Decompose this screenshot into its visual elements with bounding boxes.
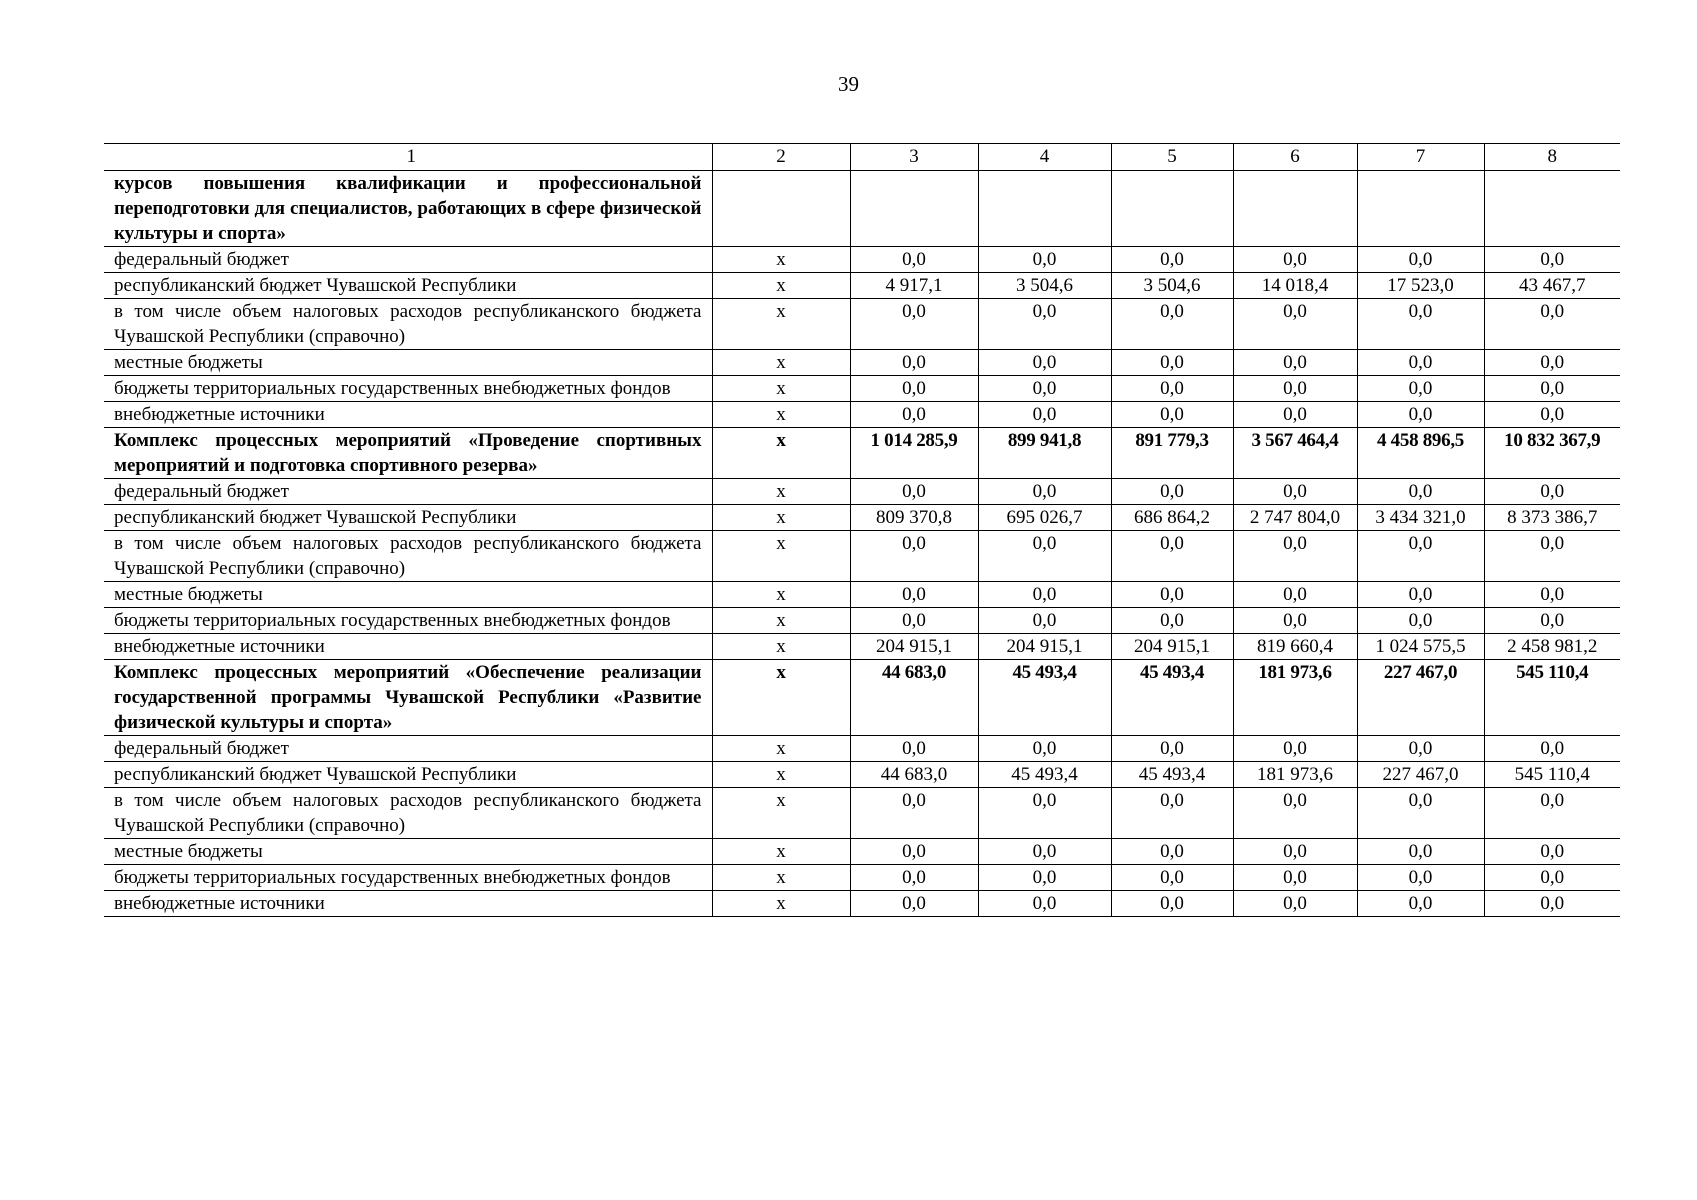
value-cell: 0,0 bbox=[1357, 736, 1484, 762]
row-label: бюджеты территориальных государственных внебюджетных фондов bbox=[104, 865, 712, 891]
value-cell: 0,0 bbox=[1357, 376, 1484, 402]
value-cell: 181 973,6 bbox=[1233, 660, 1357, 736]
value-cell: 0,0 bbox=[1484, 891, 1620, 917]
value-cell: 0,0 bbox=[850, 299, 978, 350]
table-row bbox=[104, 762, 1620, 788]
column-header: 8 bbox=[1484, 144, 1620, 171]
table-row bbox=[104, 273, 1620, 299]
table-row bbox=[104, 376, 1620, 402]
value-cell: 0,0 bbox=[1484, 865, 1620, 891]
value-cell: 0,0 bbox=[1484, 350, 1620, 376]
row-code-cell: х bbox=[712, 839, 850, 865]
value-cell: 14 018,4 bbox=[1233, 273, 1357, 299]
value-cell: 0,0 bbox=[1484, 608, 1620, 634]
row-code-cell: х bbox=[712, 402, 850, 428]
value-cell: 0,0 bbox=[1484, 531, 1620, 582]
value-cell: 1 014 285,9 bbox=[850, 428, 978, 479]
value-cell: 0,0 bbox=[1111, 479, 1233, 505]
value-cell: 2 747 804,0 bbox=[1233, 505, 1357, 531]
value-cell: 0,0 bbox=[1111, 376, 1233, 402]
value-cell: 4 458 896,5 bbox=[1357, 428, 1484, 479]
value-cell: 0,0 bbox=[1357, 299, 1484, 350]
value-cell: 0,0 bbox=[1357, 402, 1484, 428]
value-cell: 0,0 bbox=[1233, 299, 1357, 350]
value-cell: 0,0 bbox=[1233, 608, 1357, 634]
value-cell: 0,0 bbox=[978, 350, 1111, 376]
table-row bbox=[104, 891, 1620, 917]
column-header: 2 bbox=[712, 144, 850, 171]
value-cell: 0,0 bbox=[1484, 839, 1620, 865]
value-cell: 0,0 bbox=[1111, 531, 1233, 582]
row-label: местные бюджеты bbox=[104, 582, 712, 608]
value-cell: 0,0 bbox=[978, 839, 1111, 865]
table-row bbox=[104, 531, 1620, 582]
row-label: республиканский бюджет Чувашской Республики bbox=[104, 762, 712, 788]
value-cell: 0,0 bbox=[1357, 865, 1484, 891]
table-row bbox=[104, 788, 1620, 839]
value-cell: 204 915,1 bbox=[850, 634, 978, 660]
value-cell: 0,0 bbox=[978, 608, 1111, 634]
row-code-cell: х bbox=[712, 531, 850, 582]
column-header: 7 bbox=[1357, 144, 1484, 171]
value-cell: 0,0 bbox=[1484, 299, 1620, 350]
value-cell: 695 026,7 bbox=[978, 505, 1111, 531]
value-cell: 204 915,1 bbox=[978, 634, 1111, 660]
row-code-cell: х bbox=[712, 634, 850, 660]
column-header: 5 bbox=[1111, 144, 1233, 171]
row-code-cell: х bbox=[712, 428, 850, 479]
value-cell: 0,0 bbox=[978, 865, 1111, 891]
row-label: бюджеты территориальных государственных внебюджетных фондов bbox=[104, 608, 712, 634]
value-cell: 0,0 bbox=[1484, 582, 1620, 608]
value-cell: 0,0 bbox=[1233, 376, 1357, 402]
value-cell bbox=[978, 171, 1111, 247]
budget-table bbox=[104, 143, 1620, 917]
value-cell bbox=[1233, 171, 1357, 247]
value-cell: 0,0 bbox=[850, 788, 978, 839]
value-cell: 10 832 367,9 bbox=[1484, 428, 1620, 479]
value-cell: 0,0 bbox=[1233, 788, 1357, 839]
value-cell: 819 660,4 bbox=[1233, 634, 1357, 660]
row-label: в том числе объем налоговых расходов республиканского бюджета Чувашской Республики (справочно) bbox=[104, 788, 712, 839]
value-cell: 0,0 bbox=[1233, 891, 1357, 917]
value-cell: 0,0 bbox=[1357, 350, 1484, 376]
value-cell: 0,0 bbox=[850, 350, 978, 376]
value-cell: 0,0 bbox=[1111, 247, 1233, 273]
row-label: Комплекс процессных мероприятий «Обеспечение реализации государственной программы Чувашской Республики «Развитие физической культуры и спорта» bbox=[104, 660, 712, 736]
row-label: Комплекс процессных мероприятий «Проведение спортивных мероприятий и подготовка спортивного резерва» bbox=[104, 428, 712, 479]
value-cell: 0,0 bbox=[1233, 350, 1357, 376]
value-cell: 0,0 bbox=[1111, 736, 1233, 762]
value-cell: 3 434 321,0 bbox=[1357, 505, 1484, 531]
value-cell: 0,0 bbox=[1357, 247, 1484, 273]
table-row bbox=[104, 247, 1620, 273]
row-code-cell: х bbox=[712, 247, 850, 273]
value-cell: 899 941,8 bbox=[978, 428, 1111, 479]
value-cell: 545 110,4 bbox=[1484, 660, 1620, 736]
row-code-cell: х bbox=[712, 608, 850, 634]
value-cell: 0,0 bbox=[850, 736, 978, 762]
row-label: республиканский бюджет Чувашской Республики bbox=[104, 505, 712, 531]
column-header: 6 bbox=[1233, 144, 1357, 171]
value-cell: 0,0 bbox=[1233, 402, 1357, 428]
row-code-cell: х bbox=[712, 582, 850, 608]
row-code-cell: х bbox=[712, 376, 850, 402]
column-header: 3 bbox=[850, 144, 978, 171]
row-code-cell: х bbox=[712, 736, 850, 762]
column-number-row bbox=[104, 144, 1620, 171]
value-cell: 0,0 bbox=[978, 788, 1111, 839]
column-header: 4 bbox=[978, 144, 1111, 171]
table-row bbox=[104, 299, 1620, 350]
table-row bbox=[104, 839, 1620, 865]
value-cell: 44 683,0 bbox=[850, 762, 978, 788]
row-label: внебюджетные источники bbox=[104, 891, 712, 917]
section-row bbox=[104, 428, 1620, 479]
value-cell: 3 567 464,4 bbox=[1233, 428, 1357, 479]
value-cell: 0,0 bbox=[850, 247, 978, 273]
table-row bbox=[104, 582, 1620, 608]
value-cell: 0,0 bbox=[1484, 402, 1620, 428]
value-cell: 0,0 bbox=[1357, 891, 1484, 917]
value-cell: 0,0 bbox=[850, 839, 978, 865]
value-cell: 0,0 bbox=[1233, 839, 1357, 865]
row-code-cell: х bbox=[712, 865, 850, 891]
value-cell: 0,0 bbox=[1111, 350, 1233, 376]
row-label: в том числе объем налоговых расходов республиканского бюджета Чувашской Республики (справочно) bbox=[104, 299, 712, 350]
value-cell: 0,0 bbox=[1111, 608, 1233, 634]
value-cell: 809 370,8 bbox=[850, 505, 978, 531]
value-cell: 4 917,1 bbox=[850, 273, 978, 299]
value-cell: 0,0 bbox=[850, 891, 978, 917]
value-cell: 0,0 bbox=[1357, 839, 1484, 865]
row-label: внебюджетные источники bbox=[104, 402, 712, 428]
value-cell: 227 467,0 bbox=[1357, 762, 1484, 788]
row-code-cell: х bbox=[712, 350, 850, 376]
value-cell: 0,0 bbox=[978, 479, 1111, 505]
row-code-cell bbox=[712, 171, 850, 247]
value-cell: 0,0 bbox=[1111, 299, 1233, 350]
row-label: федеральный бюджет bbox=[104, 479, 712, 505]
value-cell: 0,0 bbox=[1111, 582, 1233, 608]
value-cell: 45 493,4 bbox=[1111, 660, 1233, 736]
row-code-cell: х bbox=[712, 505, 850, 531]
value-cell: 0,0 bbox=[978, 736, 1111, 762]
column-header: 1 bbox=[104, 144, 712, 171]
value-cell: 0,0 bbox=[978, 299, 1111, 350]
value-cell bbox=[1357, 171, 1484, 247]
value-cell: 0,0 bbox=[850, 402, 978, 428]
row-code-cell: х bbox=[712, 891, 850, 917]
value-cell: 0,0 bbox=[1233, 247, 1357, 273]
table-body bbox=[104, 171, 1620, 917]
value-cell: 0,0 bbox=[1484, 736, 1620, 762]
value-cell: 3 504,6 bbox=[1111, 273, 1233, 299]
value-cell: 0,0 bbox=[1484, 247, 1620, 273]
table-row bbox=[104, 350, 1620, 376]
value-cell: 0,0 bbox=[978, 376, 1111, 402]
value-cell: 45 493,4 bbox=[1111, 762, 1233, 788]
value-cell: 0,0 bbox=[1357, 788, 1484, 839]
value-cell: 0,0 bbox=[1111, 891, 1233, 917]
value-cell: 0,0 bbox=[1111, 788, 1233, 839]
value-cell: 0,0 bbox=[1484, 376, 1620, 402]
value-cell: 0,0 bbox=[850, 865, 978, 891]
value-cell: 0,0 bbox=[850, 479, 978, 505]
table-row bbox=[104, 402, 1620, 428]
section-row bbox=[104, 660, 1620, 736]
value-cell: 0,0 bbox=[1111, 839, 1233, 865]
table-row bbox=[104, 608, 1620, 634]
table-row bbox=[104, 505, 1620, 531]
table-row bbox=[104, 736, 1620, 762]
value-cell: 8 373 386,7 bbox=[1484, 505, 1620, 531]
value-cell: 0,0 bbox=[978, 582, 1111, 608]
value-cell: 0,0 bbox=[1233, 736, 1357, 762]
value-cell: 17 523,0 bbox=[1357, 273, 1484, 299]
row-label: местные бюджеты bbox=[104, 350, 712, 376]
value-cell: 0,0 bbox=[978, 402, 1111, 428]
value-cell: 0,0 bbox=[1357, 479, 1484, 505]
value-cell: 0,0 bbox=[1111, 402, 1233, 428]
table-row bbox=[104, 865, 1620, 891]
value-cell: 181 973,6 bbox=[1233, 762, 1357, 788]
value-cell: 0,0 bbox=[978, 891, 1111, 917]
value-cell: 0,0 bbox=[1357, 531, 1484, 582]
row-label: республиканский бюджет Чувашской Республики bbox=[104, 273, 712, 299]
value-cell: 0,0 bbox=[1233, 531, 1357, 582]
value-cell: 0,0 bbox=[1233, 582, 1357, 608]
value-cell: 891 779,3 bbox=[1111, 428, 1233, 479]
row-code-cell: х bbox=[712, 299, 850, 350]
value-cell: 0,0 bbox=[1111, 865, 1233, 891]
value-cell: 0,0 bbox=[1357, 582, 1484, 608]
value-cell: 0,0 bbox=[850, 608, 978, 634]
row-label: внебюджетные источники bbox=[104, 634, 712, 660]
row-code-cell: х bbox=[712, 788, 850, 839]
value-cell: 1 024 575,5 bbox=[1357, 634, 1484, 660]
value-cell: 545 110,4 bbox=[1484, 762, 1620, 788]
value-cell: 0,0 bbox=[1484, 788, 1620, 839]
row-label: курсов повышения квалификации и профессиональной переподготовки для специалистов, работающих в сфере физической культуры и спорта» bbox=[104, 171, 712, 247]
value-cell: 0,0 bbox=[850, 582, 978, 608]
row-code-cell: х bbox=[712, 479, 850, 505]
value-cell: 43 467,7 bbox=[1484, 273, 1620, 299]
value-cell: 0,0 bbox=[1357, 608, 1484, 634]
value-cell: 0,0 bbox=[1484, 479, 1620, 505]
row-code-cell: х bbox=[712, 660, 850, 736]
row-label: в том числе объем налоговых расходов республиканского бюджета Чувашской Республики (справочно) bbox=[104, 531, 712, 582]
section-row bbox=[104, 171, 1620, 247]
value-cell: 0,0 bbox=[850, 531, 978, 582]
value-cell: 0,0 bbox=[978, 531, 1111, 582]
row-label: местные бюджеты bbox=[104, 839, 712, 865]
value-cell: 3 504,6 bbox=[978, 273, 1111, 299]
table-row bbox=[104, 634, 1620, 660]
value-cell: 45 493,4 bbox=[978, 762, 1111, 788]
row-code-cell: х bbox=[712, 273, 850, 299]
table-row bbox=[104, 479, 1620, 505]
value-cell: 204 915,1 bbox=[1111, 634, 1233, 660]
value-cell: 0,0 bbox=[1233, 865, 1357, 891]
row-label: бюджеты территориальных государственных внебюджетных фондов bbox=[104, 376, 712, 402]
value-cell: 0,0 bbox=[850, 376, 978, 402]
row-label: федеральный бюджет bbox=[104, 247, 712, 273]
value-cell: 45 493,4 bbox=[978, 660, 1111, 736]
value-cell: 0,0 bbox=[978, 247, 1111, 273]
value-cell bbox=[1111, 171, 1233, 247]
value-cell: 0,0 bbox=[1233, 479, 1357, 505]
value-cell bbox=[850, 171, 978, 247]
value-cell: 44 683,0 bbox=[850, 660, 978, 736]
row-code-cell: х bbox=[712, 762, 850, 788]
value-cell: 227 467,0 bbox=[1357, 660, 1484, 736]
value-cell: 2 458 981,2 bbox=[1484, 634, 1620, 660]
value-cell bbox=[1484, 171, 1620, 247]
row-label: федеральный бюджет bbox=[104, 736, 712, 762]
page-number: 39 bbox=[838, 72, 859, 96]
value-cell: 686 864,2 bbox=[1111, 505, 1233, 531]
